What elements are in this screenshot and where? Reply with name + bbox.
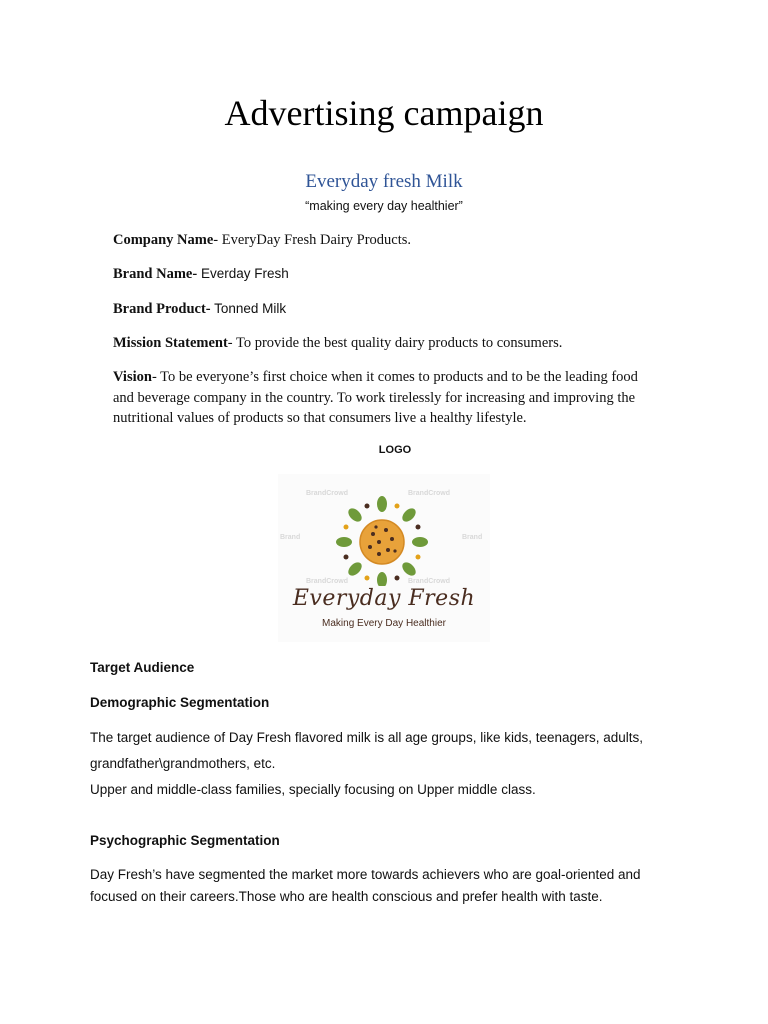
company-name-field — [113, 230, 673, 251]
brand-product-field — [113, 299, 673, 320]
psychographic-heading: Psychographic Segmentation — [90, 833, 280, 848]
watermark: BrandCrowd — [306, 578, 348, 585]
logo-tagline: Making Every Day Healthier — [322, 618, 446, 629]
mission-statement-label: Mission Statement — [113, 335, 228, 351]
brand-name-value: Everday Fresh — [197, 266, 289, 281]
subtitle: Everyday fresh Milk — [305, 171, 463, 192]
logo-brand-text: Everyday Fresh — [292, 586, 476, 611]
cookie-sun-icon — [278, 474, 490, 586]
demographic-line-1: The target audience of Day Fresh flavored milk is all age groups, like kids, teenagers, adults, — [90, 730, 644, 745]
vision-field — [113, 367, 673, 429]
vision-line-3: nutritional values of products so that consumers live a healthy lifestyle. — [113, 410, 527, 426]
logo-caption: LOGO — [378, 444, 412, 456]
psychographic-line-2: focused on their careers.Those who are health conscious and prefer health with taste. — [90, 889, 603, 904]
psychographic-line-1: Day Fresh’s have segmented the market more towards achievers who are goal-oriented and — [90, 867, 641, 882]
demographic-line-3: Upper and middle-class families, specially focusing on Upper middle class. — [90, 782, 536, 797]
brand-product-value: Tonned Milk — [210, 301, 287, 316]
mission-statement-value: - To provide the best quality dairy products to consumers. — [227, 335, 563, 351]
brand-name-label: Brand Name- — [113, 266, 198, 282]
company-name-label: Company Name — [113, 232, 214, 248]
brand-name-field — [113, 264, 673, 285]
tagline: “making every day healthier” — [305, 199, 463, 213]
watermark: Brand — [280, 534, 301, 541]
watermark: Brand — [462, 534, 483, 541]
watermark: BrandCrowd — [306, 490, 348, 497]
watermark: BrandCrowd — [408, 578, 450, 585]
page-title: Advertising campaign — [224, 93, 544, 133]
vision-line-1: - To be everyone’s first choice when it comes to products and to be the leading food — [151, 369, 638, 385]
brand-product-label: Brand Product- — [113, 301, 211, 317]
watermark: BrandCrowd — [408, 490, 450, 497]
target-audience-heading: Target Audience — [90, 660, 195, 675]
vision-line-2: and beverage company in the country. To work tirelessly for increasing and improving the — [113, 389, 636, 406]
company-name-value: - EveryDay Fresh Dairy Products. — [213, 232, 412, 248]
vision-label: Vision — [113, 369, 152, 385]
demographic-heading: Demographic Segmentation — [90, 695, 270, 710]
logo-image — [278, 474, 490, 642]
mission-statement-field — [113, 333, 673, 354]
demographic-line-2: grandfather\grandmothers, etc. — [90, 756, 276, 771]
